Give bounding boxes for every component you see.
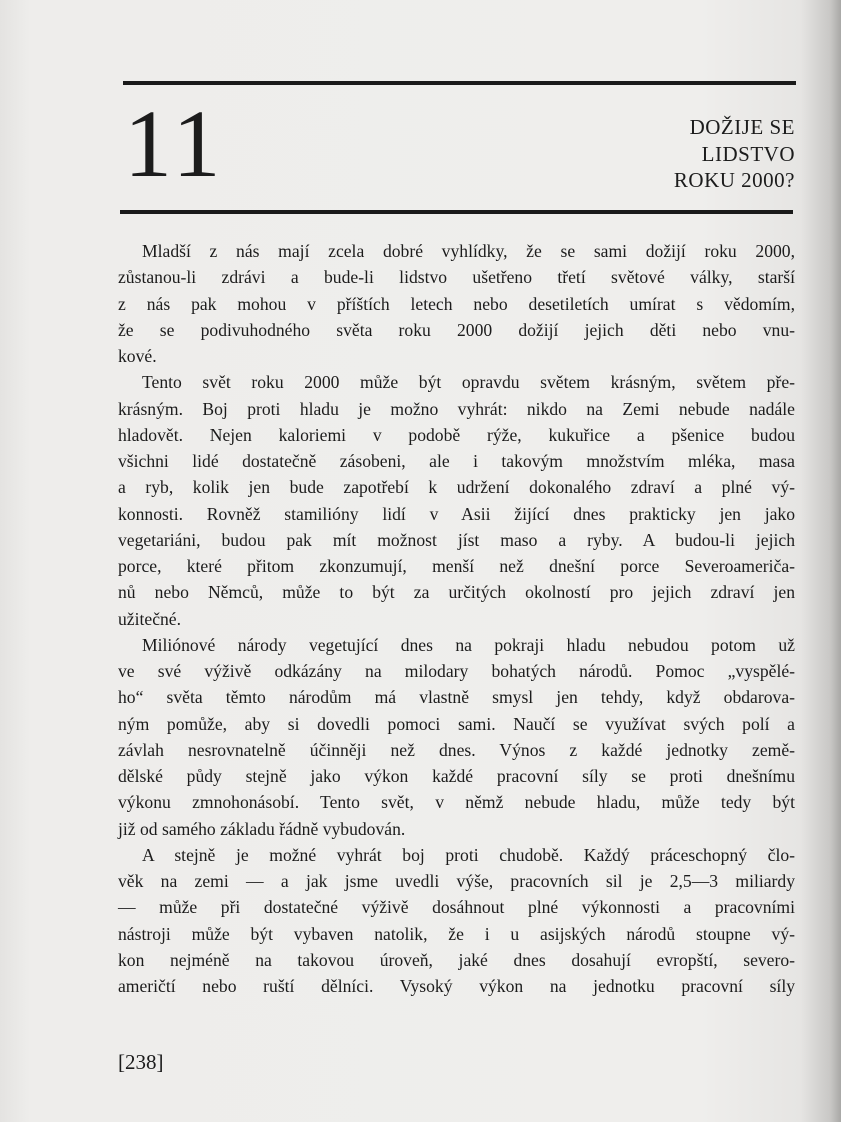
top-rule	[123, 81, 796, 85]
text-line: krásným. Boj proti hladu je možno vyhrát: nikdo na Zemi nebude nadále	[118, 398, 795, 419]
paragraph	[118, 369, 795, 632]
text-line: dělské půdy stejně jako výkon každé pracovní síly se proti dnešnímu	[118, 766, 795, 786]
text-line: američtí nebo ruští dělníci. Vysoký výkon na jednotku pracovní síly	[118, 976, 795, 996]
text-line: A stejně je možné vyhrát boj proti chudobě. Každý práceschopný člo-	[142, 844, 795, 865]
text-line: věk na zemi — a jak jsme uvedli výše, pracovních sil je 2,5—3 miliardy	[118, 871, 795, 891]
body-text	[118, 238, 795, 999]
page-number: [238]	[118, 1050, 164, 1074]
text-line: ho“ světa těmto národům má vlastně smysl jen tehdy, když obdarova-	[118, 687, 795, 708]
paragraph	[118, 842, 795, 1000]
text-line: kové.	[118, 346, 157, 366]
text-line: Mladší z nás mají zcela dobré vyhlídky, že se sami dožijí roku 2000,	[142, 241, 795, 261]
text-line: výkonu zmnohonásobí. Tento svět, v němž nebude hladu, může tedy být	[118, 792, 795, 813]
text-line: Tento svět roku 2000 může být opravdu světem krásným, světem pře-	[142, 372, 795, 393]
chapter-title	[674, 114, 795, 194]
text-line: ve své výživě odkázány na milodary bohatých národů. Pomoc „vyspělé-	[118, 661, 795, 681]
chapter-number: 11	[124, 90, 225, 197]
chapter-title-line: ROKU 2000?	[673, 168, 795, 192]
text-line: Miliónové národy vegetující dnes na pokraji hladu nebudou potom už	[142, 634, 795, 655]
text-line: zůstanou-li zdrávi a bude-li lidstvo ušetřeno třetí světové války, starší	[118, 267, 795, 288]
text-line: kon nejméně na takovou úroveň, jaké dnes dosahují evropští, severo-	[118, 949, 795, 970]
text-line: porce, které přitom zkonzumují, menší než dnešní porce Severoameriča-	[118, 556, 795, 576]
text-line: již od samého základu řádně vybudován.	[118, 818, 406, 839]
bottom-rule	[120, 210, 793, 214]
text-line: užitečné.	[118, 608, 182, 629]
chapter-title-line: DOŽIJE SE	[689, 115, 795, 139]
text-line: a ryb, kolik jen bude zapotřebí k udržení dokonalého zdraví a plné vý-	[118, 477, 795, 498]
text-line: nástroji může být vybaven natolik, že i u asijských národů stoupne vý-	[118, 923, 795, 944]
text-line: že se podivuhodného světa roku 2000 dožijí jejich děti nebo vnu-	[118, 319, 795, 340]
text-line: — může při dostatečné výživě dosáhnout plné výkonnosti a pracovními	[118, 897, 795, 918]
paragraph	[118, 632, 795, 842]
text-line: všichni lidé dostatečně zásobeni, ale i takovým množstvím mléka, masa	[118, 451, 795, 471]
text-line: závlah nesrovnatelně účinněji než dnes. Výnos z každé jednotky země-	[118, 739, 795, 760]
text-line: nů nebo Němců, může to být za určitých okolností pro jejich zdraví jen	[118, 582, 795, 603]
text-line: hladovět. Nejen kaloriemi v podobě rýže, kukuřice a pšenice budou	[118, 424, 795, 445]
text-line: z nás pak mohou v příštích letech nebo desetiletích umírat s vědomím,	[118, 293, 795, 314]
text-line: ným pomůže, aby si dovedli pomoci sami. Naučí se využívat svých polí a	[118, 713, 795, 734]
paragraph	[118, 238, 795, 369]
chapter-title-line: LIDSTVO	[701, 141, 795, 166]
text-line: vegetariáni, budou pak mít možnost jíst maso a ryby. A budou-li jejich	[118, 529, 795, 550]
text-line: konnosti. Rovněž stamilióny lidí v Asii žijící dnes prakticky jen jako	[118, 503, 795, 524]
